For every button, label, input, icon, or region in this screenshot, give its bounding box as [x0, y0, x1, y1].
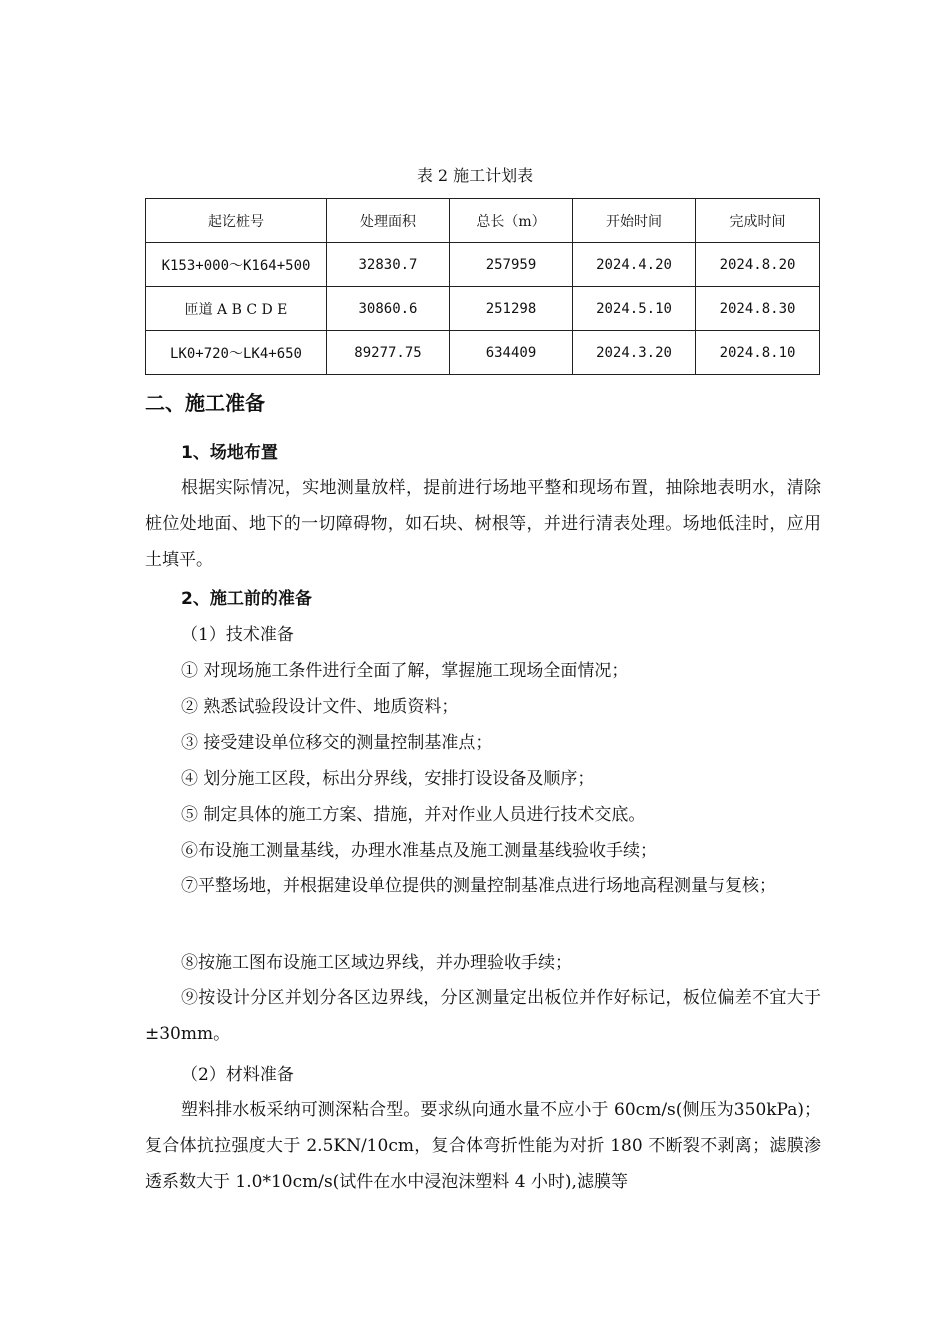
table-cell: K153+000～K164+500	[146, 243, 327, 287]
table-cell: 2024.4.20	[573, 243, 696, 287]
header-cell: 开始时间	[573, 199, 696, 243]
table-cell: 匝道 A B C D E	[146, 287, 327, 331]
table-cell: 2024.3.20	[573, 331, 696, 375]
table-cell: 251298	[450, 287, 573, 331]
tech-prep-heading: （1）技术准备	[181, 625, 294, 645]
list-item: ② 熟悉试验段设计文件、地质资料；	[181, 697, 459, 717]
list-item-8: ⑧按施工图布设施工区域边界线，并办理验收手续；	[181, 953, 572, 973]
table-cell: 2024.5.10	[573, 287, 696, 331]
list-item: ⑥布设施工测量基线，办理水准基点及施工测量基线验收手续；	[181, 841, 657, 861]
table-cell: 2024.8.10	[696, 331, 820, 375]
material-paragraph: 塑料排水板采纳可测深粘合型。要求纵向通水量不应小于 60cm/s(侧压为350kPa)；复合体抗拉强度大于 2.5KN/10cm，复合体弯折性能为对折 180 不断裂不剥离；滤膜渗透系数大于 1.0*10cm/s(试件在水中浸泡沫塑料 4 小时),滤膜等	[145, 1100, 821, 1192]
table-cell: 2024.8.30	[696, 287, 820, 331]
header-cell: 总长（m）	[450, 199, 573, 243]
table-row	[146, 331, 820, 375]
list-item: ③ 接受建设单位移交的测量控制基准点；	[181, 733, 493, 753]
header-cell: 完成时间	[696, 199, 820, 243]
table-cell: 89277.75	[327, 331, 450, 375]
list-item-9: ⑨按设计分区并划分各区边界线，分区测量定出板位并作好标记，板位偏差不宜大于±30mm。	[145, 988, 821, 1044]
list-item-7: ⑦平整场地，并根据建设单位提供的测量控制基准点进行场地高程测量与复核；	[181, 876, 776, 896]
header-cell: 起讫桩号	[146, 199, 327, 243]
list-item: ① 对现场施工条件进行全面了解，掌握施工现场全面情况；	[181, 661, 629, 681]
table-cell: 634409	[450, 331, 573, 375]
list-item: ④ 划分施工区段，标出分界线，安排打设设备及顺序；	[181, 769, 595, 789]
header-cell: 处理面积	[327, 199, 450, 243]
section-title: 二、施工准备	[145, 391, 265, 415]
table-cell: 30860.6	[327, 287, 450, 331]
table-header-row	[146, 199, 820, 243]
table-cell: 2024.8.20	[696, 243, 820, 287]
table-cell: 257959	[450, 243, 573, 287]
table-cell: LK0+720～LK4+650	[146, 331, 327, 375]
site-layout-paragraph: 根据实际情况，实地测量放样，提前进行场地平整和现场布置，抽除地表明水，清除桩位处地面、地下的一切障碍物，如石块、树根等，并进行清表处理。场地低洼时，应用土填平。	[145, 478, 821, 570]
pre-construction-heading: 2、施工前的准备	[181, 589, 312, 609]
construction-plan-table	[145, 198, 820, 375]
table-row	[146, 243, 820, 287]
table-row	[146, 287, 820, 331]
site-layout-heading: 1、场地布置	[181, 443, 278, 463]
material-prep-heading: （2）材料准备	[181, 1065, 294, 1085]
table-cell: 32830.7	[327, 243, 450, 287]
list-item: ⑤ 制定具体的施工方案、措施，并对作业人员进行技术交底。	[181, 805, 646, 825]
table-caption: 表 2 施工计划表	[416, 166, 534, 185]
